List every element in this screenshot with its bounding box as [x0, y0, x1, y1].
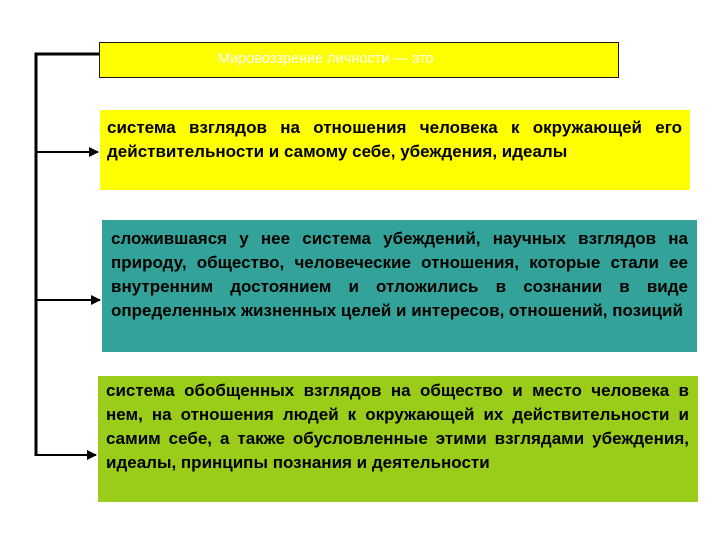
title-box [99, 42, 619, 78]
title-text: Мировоззрение личности — это [218, 51, 434, 67]
definition-box-3 [98, 376, 698, 502]
definition-text-3: система обобщенных взглядов на общество и место человека в нем, на отношения людей к окружающей их действительности и самим себе, а также обусловленные этими взглядами убеждения, идеалы, принципы познания и деятельности [106, 381, 689, 472]
definition-text-2: сложившаяся у нее система убеждений, научных взглядов на природу, общество, человеческие отношения, которые стали ее внутренним достоянием и отложились в сознании в виде определенных жизненных целей и интересов, отношений, позиций [111, 229, 688, 320]
definition-text-1: система взглядов на отношения человека к окружающей его действительности и самому себе, убеждения, идеалы [107, 118, 682, 161]
definition-box-1 [100, 110, 690, 190]
definition-box-2 [102, 220, 697, 352]
